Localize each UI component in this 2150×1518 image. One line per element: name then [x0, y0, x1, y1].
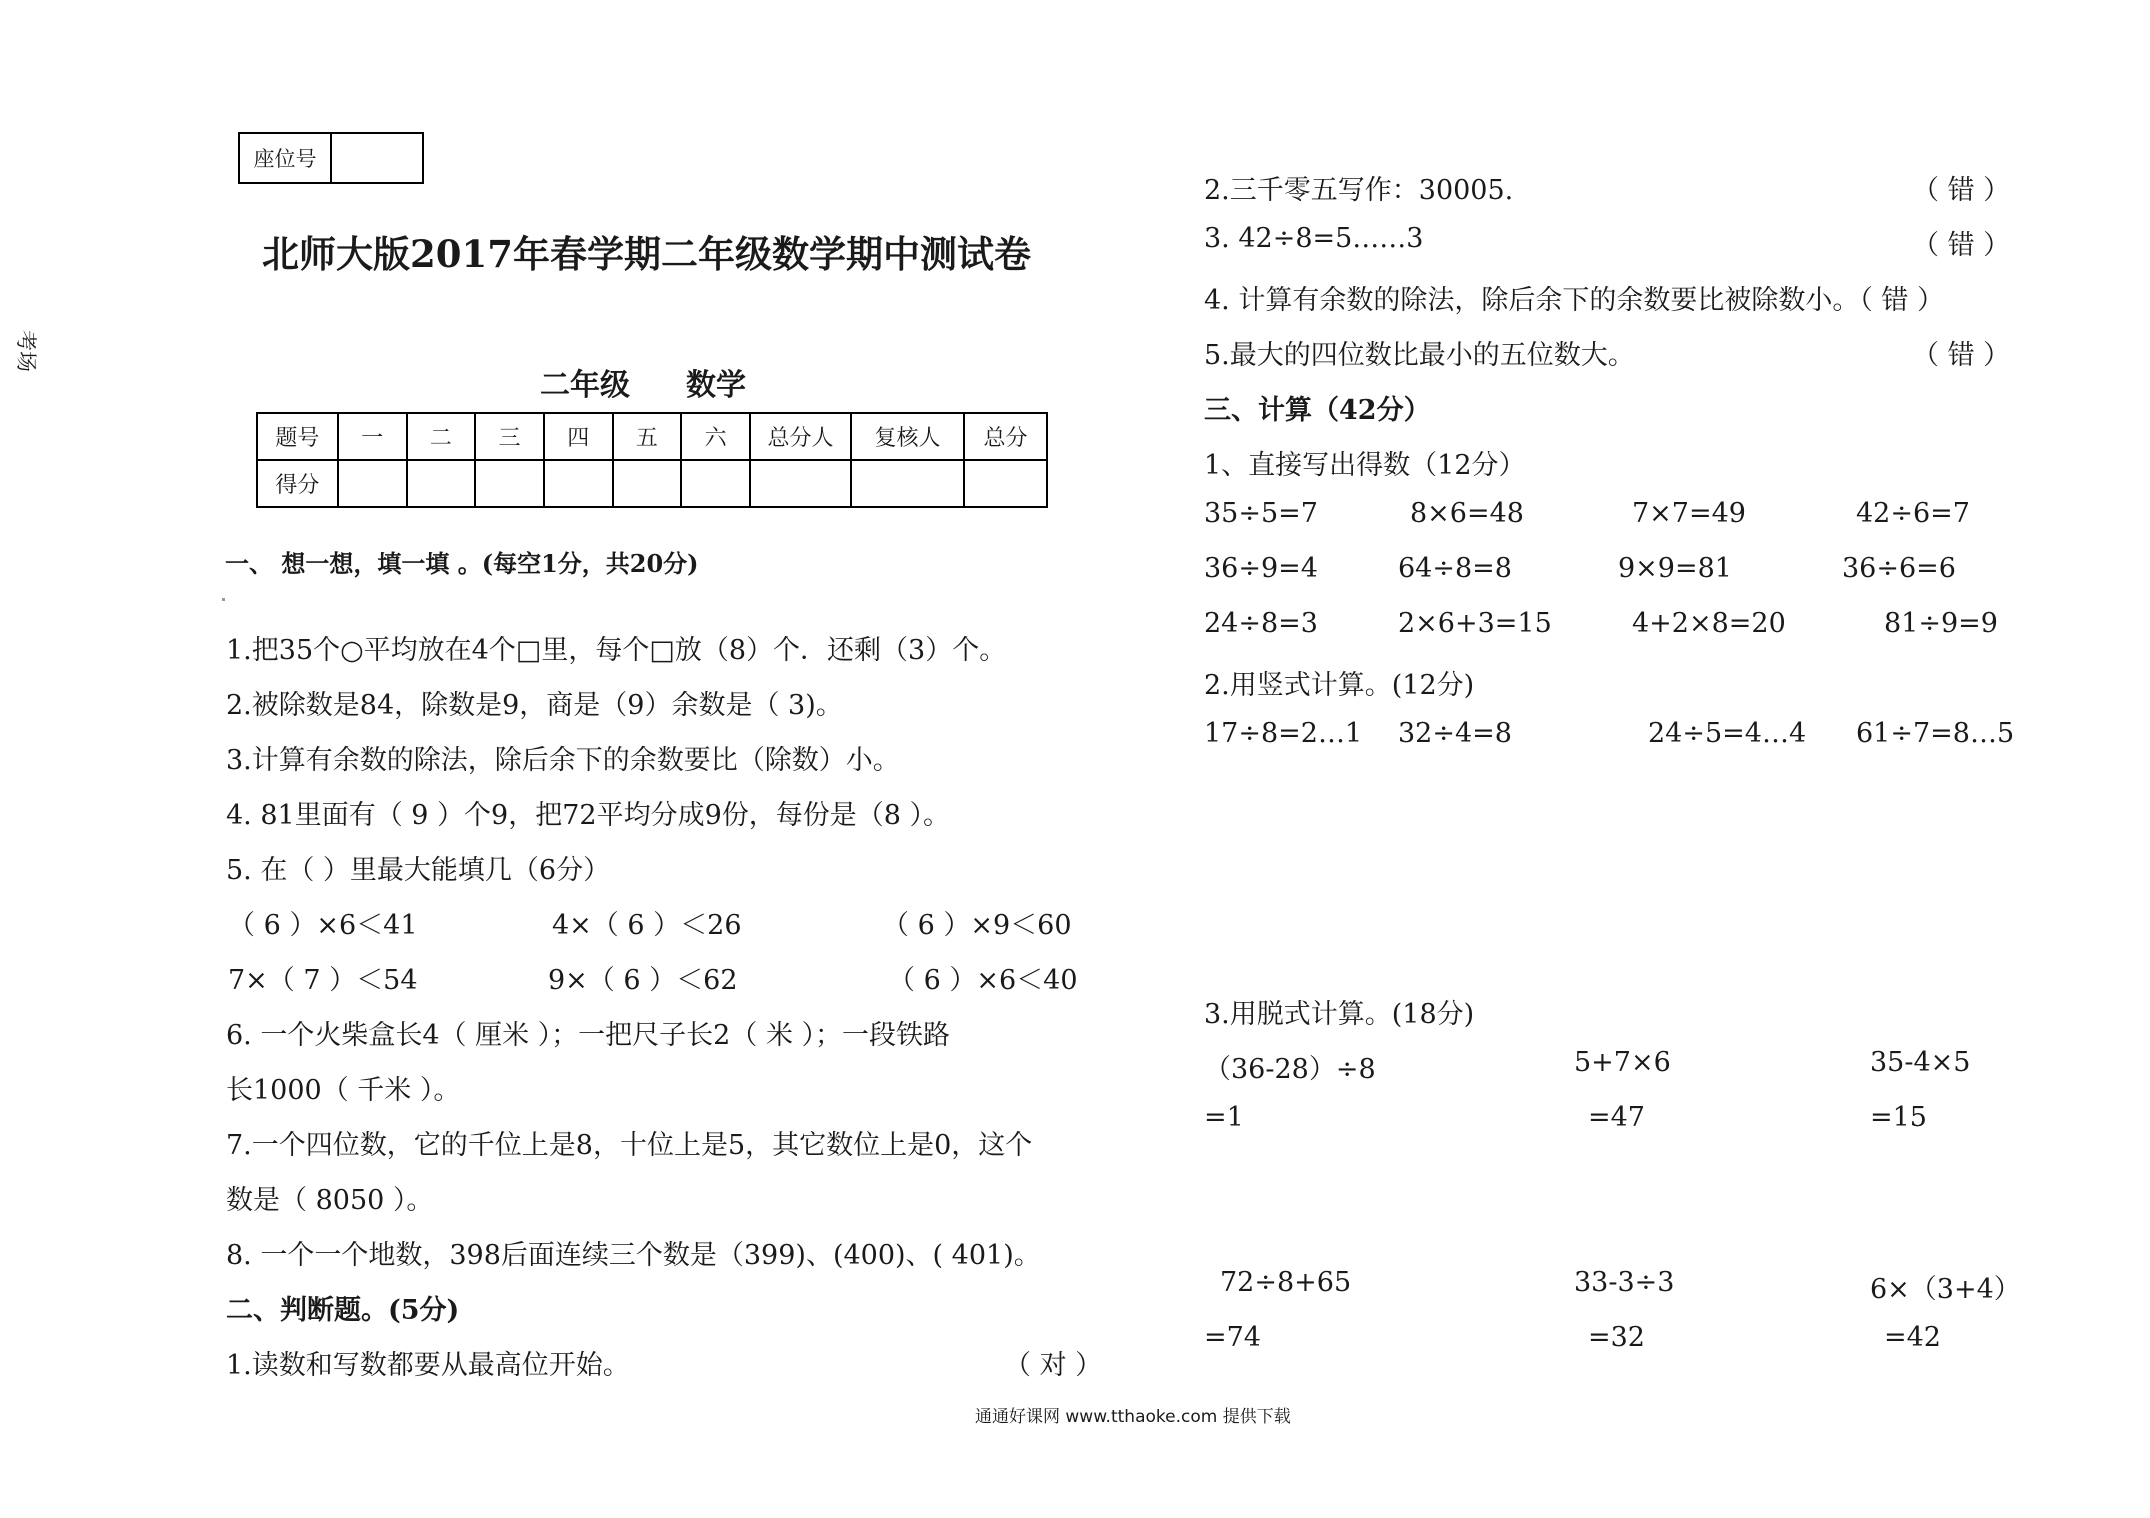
footer-source: 通通好课网 www.tthaoke.com 提供下载 [975, 1407, 1291, 1427]
judge-5-answer: （ 错 ） [1912, 340, 2011, 371]
calc-1-item: 2×6+3=15 [1398, 608, 1552, 639]
calc-2-item: 24÷5=4…4 [1648, 718, 1807, 749]
calc-1-item: 35÷5=7 [1204, 498, 1318, 529]
calc-1-item: 9×9=81 [1618, 553, 1732, 584]
calc-1-item: 42÷6=7 [1856, 498, 1970, 529]
calc-1-heading: 1、直接写出得数（12分） [1204, 450, 1526, 481]
calc-3-expression: （36-28）÷8 [1204, 1054, 1376, 1085]
score-header-cell: 复核人 [851, 413, 964, 460]
calc-1-item: 8×6=48 [1410, 498, 1524, 529]
judge-1-answer: （ 对 ） [1004, 1350, 1103, 1381]
calc-3-expression: 72÷8+65 [1220, 1267, 1352, 1298]
calc-1-item: 81÷9=9 [1884, 608, 1998, 639]
score-row-label: 得分 [257, 460, 338, 507]
calc-3-expression: 6×（3+4） [1870, 1274, 2021, 1305]
score-cell [407, 460, 476, 507]
calc-1-item: 64÷8=8 [1398, 553, 1512, 584]
calc-2-item: 61÷7=8…5 [1856, 718, 2015, 749]
question-2: 2.被除数是84，除数是9，商是（9）余数是（ 3)。 [226, 690, 843, 721]
dot-mark [222, 598, 225, 601]
seat-number-box [238, 132, 424, 184]
seat-number-value [332, 134, 422, 182]
judge-3-answer: （ 错 ） [1912, 230, 2011, 261]
seat-number-label: 座位号 [240, 134, 332, 182]
score-table-score-row [257, 460, 1047, 507]
judge-4: 4. 计算有余数的除法，除后余下的余数要比被除数小。（ 错 ） [1204, 285, 1945, 316]
subtitle [540, 360, 746, 404]
question-5-item: （ 6 ）×9＜60 [882, 910, 1072, 941]
calc-3-answer: =74 [1204, 1322, 1261, 1353]
score-cell [475, 460, 544, 507]
calc-1-item: 24÷8=3 [1204, 608, 1318, 639]
section-1-heading: 一、 想一想，填一填 。(每空1分，共20分) [225, 549, 699, 578]
score-cell [681, 460, 750, 507]
score-header-cell: 四 [544, 413, 613, 460]
score-cell [613, 460, 682, 507]
calc-1-item: 7×7=49 [1632, 498, 1746, 529]
subtitle-grade: 二年级 [540, 368, 630, 403]
calc-3-answer: =42 [1884, 1322, 1941, 1353]
score-header-cell: 题号 [257, 413, 338, 460]
question-6-line-1: 6. 一个火柴盒长4（ 厘米 ）；一把尺子长2（ 米 ）；一段铁路 [226, 1020, 951, 1051]
exam-room-label: 考场 [14, 330, 38, 372]
calc-2-item: 17÷8=2…1 [1204, 718, 1363, 749]
calc-3-expression: 33-3÷3 [1574, 1267, 1675, 1298]
question-8: 8. 一个一个地数，398后面连续三个数是（399)、(400)、( 401)。 [226, 1240, 1041, 1271]
calc-1-item: 4+2×8=20 [1632, 608, 1786, 639]
score-header-cell: 六 [681, 413, 750, 460]
question-5-item: （ 6 ）×6＜40 [888, 965, 1078, 996]
calc-1-item: 36÷6=6 [1842, 553, 1956, 584]
page-title: 北师大版2017年春学期二年级数学期中测试卷 [262, 232, 1031, 276]
calc-3-answer: =15 [1870, 1102, 1927, 1133]
calc-3-expression: 5+7×6 [1574, 1047, 1671, 1078]
question-4: 4. 81里面有（ 9 ）个9，把72平均分成9份，每份是（8 ）。 [226, 800, 951, 831]
calc-1-item: 36÷9=4 [1204, 553, 1318, 584]
calc-3-answer: =1 [1204, 1102, 1244, 1133]
calc-2-heading: 2.用竖式计算。(12分) [1204, 670, 1475, 701]
judge-2-answer: （ 错 ） [1912, 175, 2011, 206]
section-2-heading: 二、判断题。(5分) [226, 1295, 460, 1326]
question-5-item: 4×（ 6 ）＜26 [552, 910, 742, 941]
calc-3-heading: 3.用脱式计算。(18分) [1204, 999, 1475, 1030]
calc-3-expression: 35-4×5 [1870, 1047, 1971, 1078]
score-header-cell: 二 [407, 413, 476, 460]
question-7-line-1: 7.一个四位数，它的千位上是8，十位上是5，其它数位上是0，这个 [226, 1130, 1033, 1161]
judge-1: 1.读数和写数都要从最高位开始。 [226, 1350, 630, 1381]
score-header-cell: 一 [338, 413, 407, 460]
question-5-item: 9×（ 6 ）＜62 [548, 965, 738, 996]
score-cell [964, 460, 1047, 507]
score-table [256, 412, 1048, 508]
section-3-heading: 三、计算（42分） [1204, 395, 1431, 426]
score-header-cell: 五 [613, 413, 682, 460]
subtitle-subject: 数学 [686, 368, 746, 403]
question-5: 5. 在（ ）里最大能填几（6分） [226, 855, 611, 886]
question-6-line-2: 长1000（ 千米 ）。 [226, 1075, 461, 1106]
question-5-item: 7×（ 7 ）＜54 [228, 965, 418, 996]
judge-3: 3. 42÷8=5……3 [1204, 223, 1424, 254]
score-cell [750, 460, 851, 507]
judge-5: 5.最大的四位数比最小的五位数大。 [1204, 340, 1635, 371]
score-header-cell: 总分 [964, 413, 1047, 460]
question-7-line-2: 数是（ 8050 ）。 [226, 1185, 434, 1216]
score-cell [338, 460, 407, 507]
question-3: 3.计算有余数的除法，除后余下的余数要比（除数）小。 [226, 745, 900, 776]
score-header-cell: 总分人 [750, 413, 851, 460]
question-1: 1.把35个○平均放在4个□里，每个□放（8）个．还剩（3）个。 [226, 635, 1007, 666]
judge-2: 2.三千零五写作：30005. [1204, 175, 1514, 206]
calc-2-item: 32÷4=8 [1398, 718, 1512, 749]
question-5-item: （ 6 ）×6＜41 [228, 910, 418, 941]
score-table-header-row [257, 413, 1047, 460]
calc-3-answer: =47 [1588, 1102, 1645, 1133]
score-cell [851, 460, 964, 507]
calc-3-answer: =32 [1588, 1322, 1645, 1353]
score-cell [544, 460, 613, 507]
score-header-cell: 三 [475, 413, 544, 460]
